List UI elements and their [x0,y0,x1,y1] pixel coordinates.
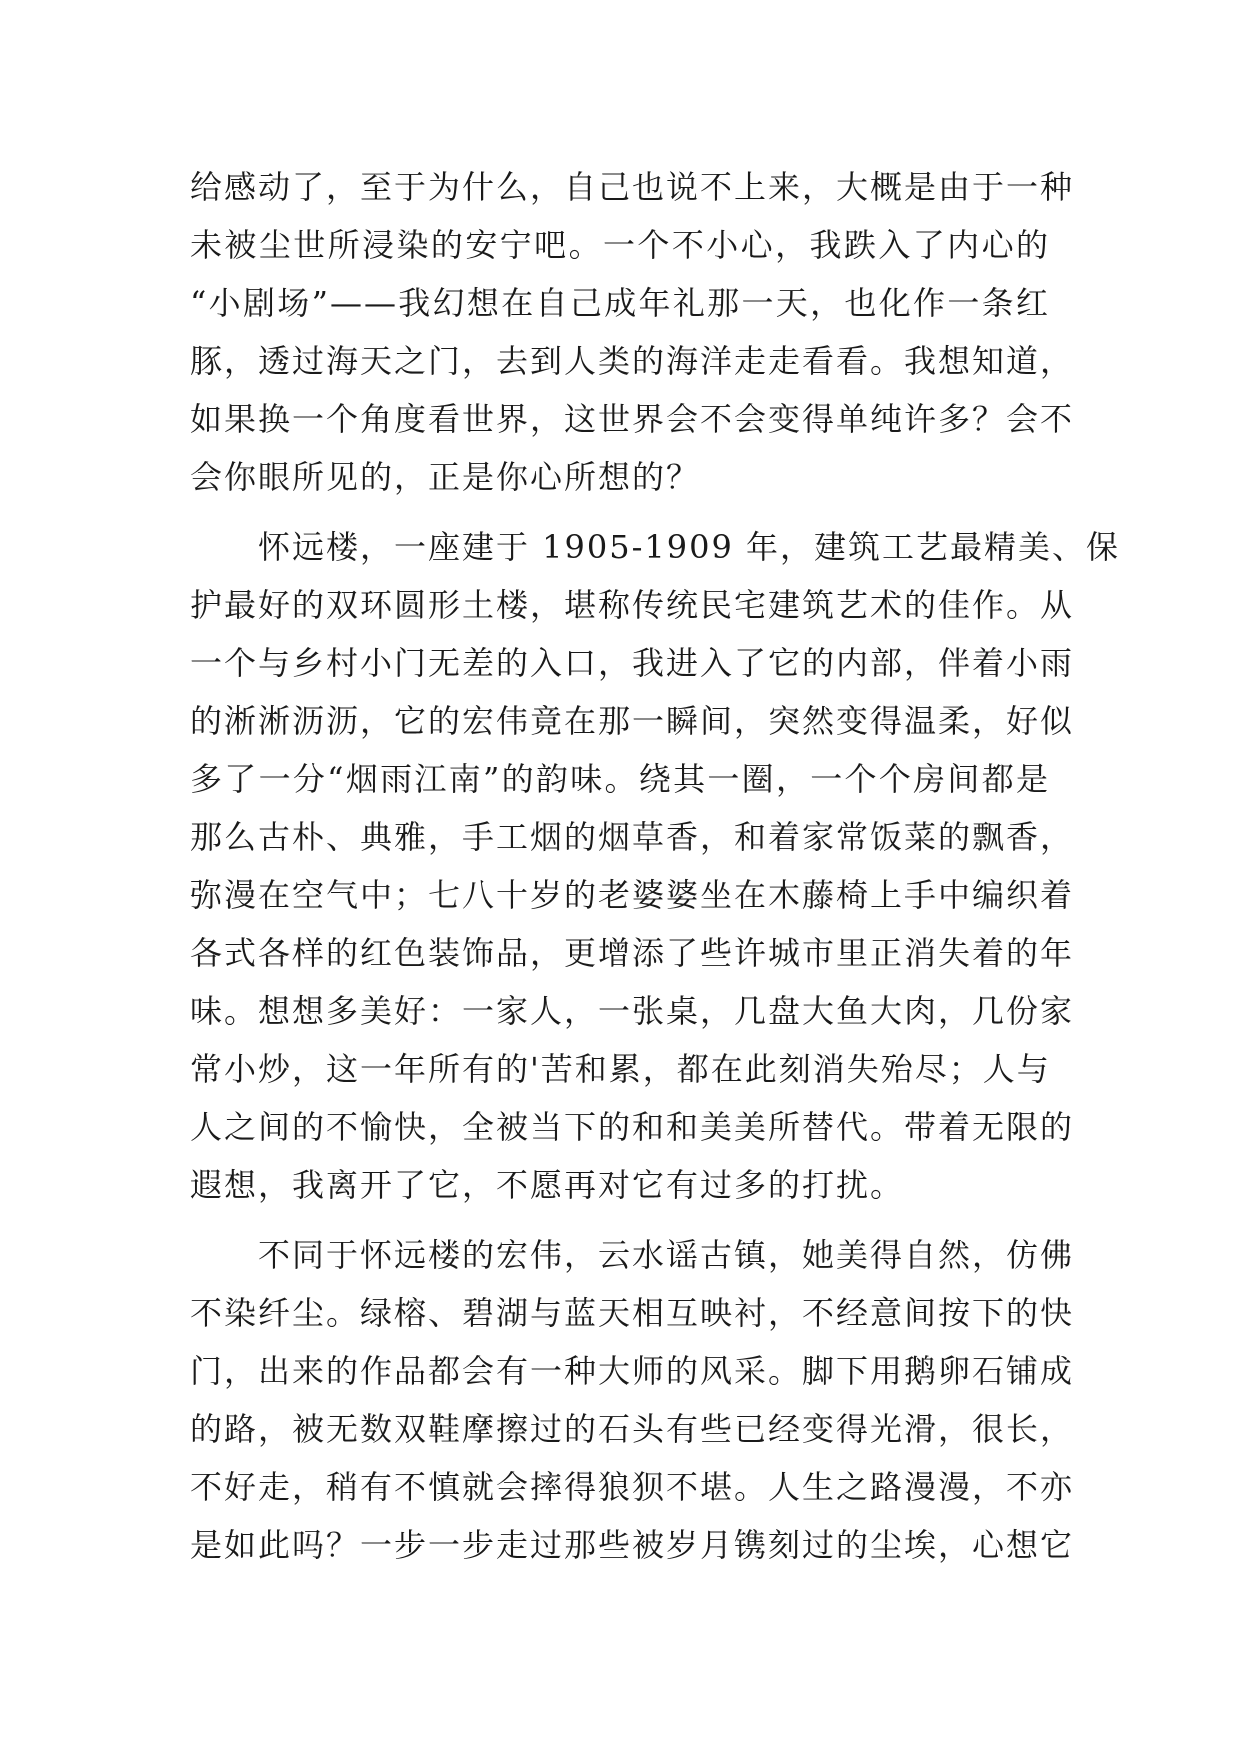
text-line: 味。想想多美好：一家人，一张桌，几盘大鱼大肉，几份家 [190,992,1075,1030]
text-line: 常小炒，这一年所有的'苦和累，都在此刻消失殆尽；人与 [190,1050,1051,1088]
text-line: 门，出来的作品都会有一种大师的风采。脚下用鹅卵石铺成 [190,1352,1075,1390]
text-line: 不同于怀远楼的宏伟，云水谣古镇，她美得自然，仿佛 [190,1236,1075,1274]
paragraph-spacing [190,506,1050,518]
text-line: 给感动了，至于为什么，自己也说不上来，大概是由于一种 [190,168,1075,206]
text-line: 怀远楼，一座建于 1905-1909 年，建筑工艺最精美、保 [190,528,1121,566]
text-line: 弥漫在空气中；七八十岁的老婆婆坐在木藤椅上手中编织着 [190,876,1075,914]
text-line: 的淅淅沥沥，它的宏伟竟在那一瞬间，突然变得温柔，好似 [190,702,1075,740]
text-line: 不好走，稍有不慎就会摔得狼狈不堪。人生之路漫漫，不亦 [190,1468,1075,1506]
paragraph-spacing [190,1214,1050,1226]
text-line: 各式各样的红色装饰品，更增添了些许城市里正消失着的年 [190,934,1075,972]
text-line: 人之间的不愉快，全被当下的和和美美所替代。带着无限的 [190,1108,1075,1146]
text-line: 护最好的双环圆形土楼，堪称传统民宅建筑艺术的佳作。从 [190,586,1075,624]
text-line: 未被尘世所浸染的安宁吧。一个不小心，我跌入了内心的 [190,226,1050,264]
text-line: 遐想，我离开了它，不愿再对它有过多的打扰。 [190,1166,905,1204]
text-line: 一个与乡村小门无差的入口，我进入了它的内部，伴着小雨 [190,644,1075,682]
text-line: 的路，被无数双鞋摩擦过的石头有些已经变得光滑，很长， [190,1410,1075,1448]
text-line: 多了一分“烟雨江南”的韵味。绕其一圈，一个个房间都是 [190,760,1050,798]
paragraph-3 [190,1226,1075,1574]
body-text [190,158,1121,1574]
text-line: 那么古朴、典雅，手工烟的烟草香，和着家常饭菜的飘香， [190,818,1075,856]
text-line: 不染纤尘。绿榕、碧湖与蓝天相互映衬，不经意间按下的快 [190,1294,1075,1332]
text-line: 豚，透过海天之门，去到人类的海洋走走看看。我想知道， [190,342,1075,380]
text-line: 是如此吗？一步一步走过那些被岁月镌刻过的尘埃，心想它 [190,1526,1075,1564]
paragraph-2 [190,518,1121,1214]
text-line: “小剧场”——我幻想在自己成年礼那一天，也化作一条红 [190,284,1050,322]
paragraph-1 [190,158,1075,506]
text-line: 如果换一个角度看世界，这世界会不会变得单纯许多？会不 [190,400,1075,438]
text-line: 会你眼所见的，正是你心所想的？ [190,458,701,496]
